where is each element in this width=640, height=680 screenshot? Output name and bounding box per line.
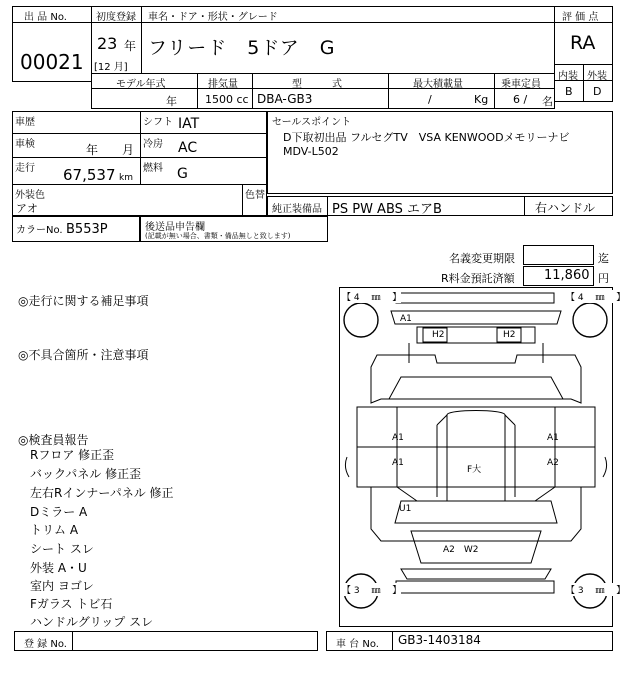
color-no-value: B553P (66, 222, 108, 237)
color-no-label: カラーNo. (16, 225, 63, 236)
recycle-label: R料金預託済額 (441, 272, 515, 285)
mileage-unit: km (119, 173, 133, 183)
model-year-suffix: 年 (166, 95, 177, 108)
divider (242, 184, 243, 216)
interior-label: 内装 (558, 71, 578, 82)
grade-label: 評 価 点 (562, 12, 599, 23)
tire-rear-right-label: 【 3 ㎜ 】 (566, 583, 625, 596)
inspection-label: 車検 (15, 139, 35, 150)
inspector-line: 外装 A・U (30, 561, 87, 575)
chassis-label: 車 台 No. (336, 639, 379, 650)
divider (252, 73, 253, 109)
registration-label: 登 録 No. (24, 639, 67, 650)
tire-front-right-label: 【 4 ㎜ 】 (566, 290, 625, 303)
inspector-line: バックパネル 修正歪 (30, 467, 142, 481)
mark-front-fender-left: U1 (399, 504, 412, 514)
recycle-value: 11,860 (544, 268, 590, 283)
exterior-grade: D (593, 85, 602, 98)
inspector-line: トリム A (30, 523, 79, 537)
ac-value: AC (178, 140, 198, 156)
exterior-label: 外装 (587, 71, 607, 82)
inspector-line: シート スレ (30, 542, 94, 556)
reg-year: 23 (97, 34, 118, 53)
mark-roof: F大 (467, 465, 482, 475)
mark-hood: A2 W2 (443, 545, 479, 555)
sales-points-label: セールスポイント (272, 117, 352, 128)
equipment-label: 純正装備品 (272, 204, 322, 215)
divider (583, 64, 584, 102)
divider (197, 73, 198, 109)
inspector-line: Rフロア 修正歪 (30, 448, 115, 462)
model-year-label: モデル年式 (116, 79, 166, 90)
steering-value: 右ハンドル (535, 201, 596, 215)
sales-points-line1: D下取初出品 フルセグTV VSA KENWOODメモリーナビ (283, 131, 570, 144)
divider (72, 631, 73, 651)
mileage-value: 67,537 (63, 166, 116, 184)
displacement-value: 1500 cc (205, 93, 249, 106)
name-change-label: 名義変更期限 (449, 252, 515, 265)
mark-rear-lamp-left: H2 (432, 330, 445, 340)
tire-rear-left (344, 303, 378, 337)
capacity-unit: 名 (542, 95, 553, 108)
inspector-line: 左右Rインナーパネル 修正 (30, 486, 174, 500)
car-name: フリード 5ドア G (148, 37, 336, 59)
reg-month: [12 月] (94, 62, 128, 73)
divider (494, 73, 495, 109)
name-change-box (523, 245, 594, 265)
capacity-label: 乗車定員 (501, 79, 541, 90)
lot-number: 00021 (20, 50, 84, 74)
rear-bumper-shape (396, 293, 554, 303)
max-load-slash: / (428, 93, 432, 106)
post-send-label: 後送品申告欄 (145, 222, 205, 233)
max-load-unit: Kg (474, 93, 489, 106)
type-value: DBA-GB3 (257, 92, 313, 106)
capacity-value: 6 / (513, 93, 528, 106)
displacement-label: 排気量 (208, 79, 238, 90)
exterior-color-value: アオ (16, 202, 38, 215)
shift-value: IAT (178, 116, 200, 132)
chassis-value: GB3-1403184 (398, 633, 481, 647)
tire-front-left-label: 【 4 ㎜ 】 (342, 290, 401, 303)
fuel-label: 燃料 (143, 163, 163, 174)
front-bumper-shape (401, 569, 551, 579)
exterior-color-label: 外装色 (15, 190, 45, 201)
mark-rear-bumper: A1 (400, 314, 412, 324)
inspection-month: 月 (122, 143, 135, 157)
divider (524, 196, 525, 216)
divider (12, 184, 267, 185)
first-reg-label: 初度登録 (96, 12, 136, 23)
inspector-line: ハンドルグリップ スレ (30, 615, 154, 629)
divider (392, 631, 393, 651)
divider (140, 111, 141, 184)
grade-value: RA (570, 32, 596, 54)
mileage-label: 走行 (15, 163, 35, 174)
mark-rear-lamp-right: H2 (503, 330, 516, 340)
inspector-line: Fガラス トビ石 (30, 597, 113, 611)
inspector-line: Dミラー A (30, 505, 88, 519)
recycle-unit: 円 (598, 272, 609, 285)
ac-label: 冷房 (143, 139, 163, 150)
model-desc-label: 車名・ドア・形状・グレード (148, 12, 278, 23)
inspector-line: 室内 ヨゴレ (30, 579, 94, 593)
shift-label: シフト (143, 117, 173, 128)
car-diagram (339, 287, 613, 627)
divider (141, 6, 142, 74)
interior-grade: B (565, 85, 573, 98)
mark-right-rear-door: A1 (547, 433, 559, 443)
name-change-suffix: 迄 (598, 252, 609, 265)
tire-rear-right (573, 303, 607, 337)
divider (327, 196, 328, 216)
inspector-header: ◎検査員報告 (18, 433, 89, 447)
history-label: 車歴 (15, 117, 35, 128)
repaint-label: 色替 (245, 190, 265, 201)
mark-left-rear-door: A1 (392, 433, 404, 443)
divider (388, 73, 389, 109)
max-load-label: 最大積載量 (413, 79, 463, 90)
equipment-value: PS PW ABS エアB (332, 202, 442, 217)
year-suffix: 年 (124, 39, 137, 53)
defects-header: ◎不具合箇所・注意事項 (18, 348, 149, 362)
mark-left-front-door: A1 (392, 458, 404, 468)
mark-right-front-door: A2 (547, 458, 559, 468)
sales-points-line2: MDV-L502 (283, 145, 339, 158)
lot-label: 出 品 No. (24, 12, 67, 23)
post-send-note: (記載が無い場合、書類・備品無しと致します) (145, 232, 291, 240)
tire-rear-left-label: 【 3 ㎜ 】 (342, 583, 401, 596)
inspection-year: 年 (86, 143, 99, 157)
driving-notes-header: ◎走行に関する補足事項 (18, 294, 149, 308)
fuel-value: G (177, 166, 188, 182)
type-label: 型 式 (292, 79, 342, 90)
